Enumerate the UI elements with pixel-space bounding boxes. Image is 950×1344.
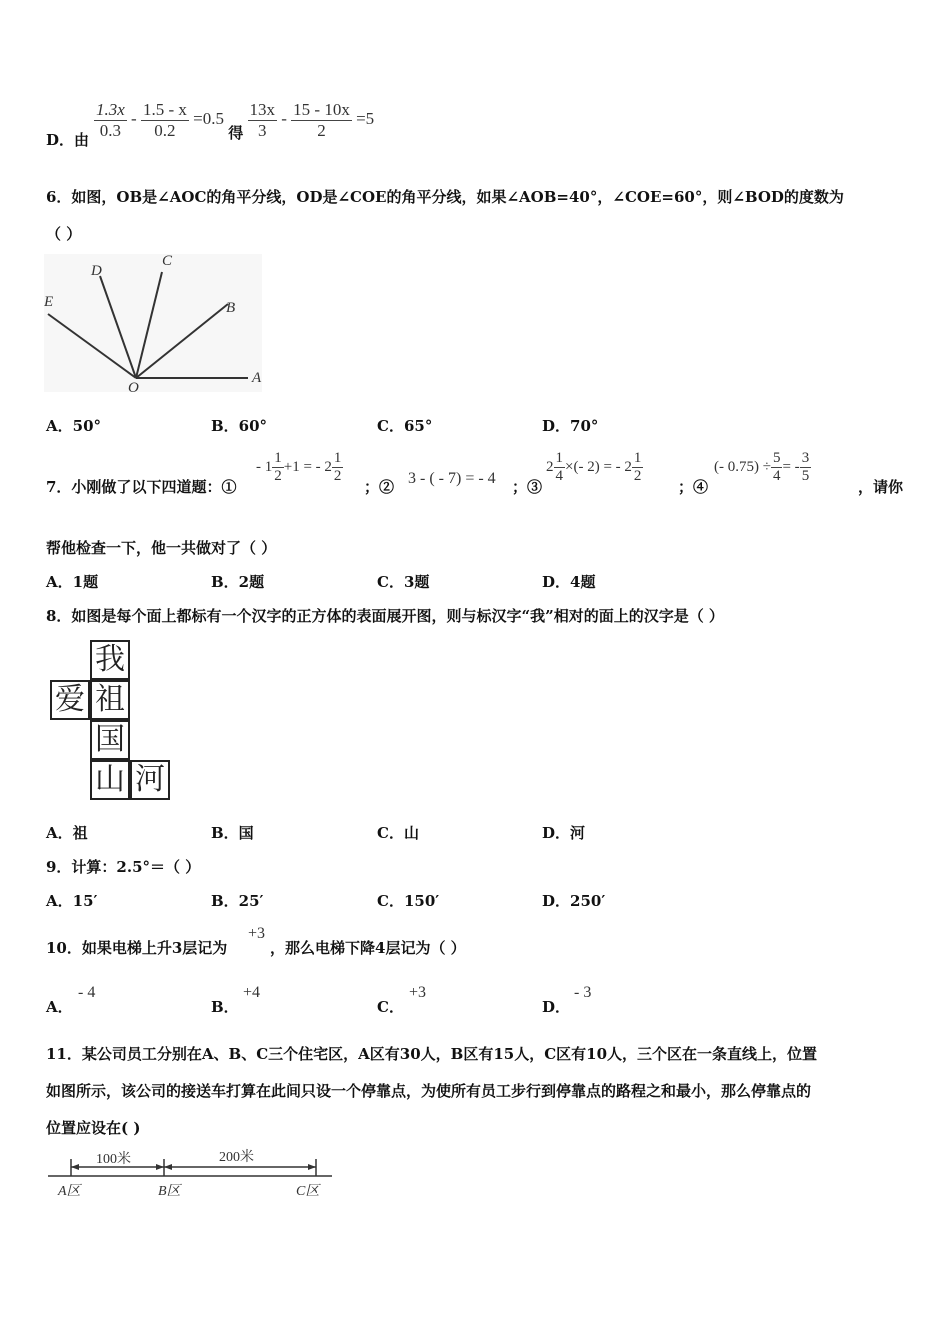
arrow-icon bbox=[164, 1164, 172, 1170]
fraction: $\frac{1}{2}$ bbox=[274, 450, 282, 485]
q7-intro: 7．小刚做了以下四道题：① bbox=[46, 478, 237, 496]
label-a: A bbox=[252, 370, 262, 386]
q11-line2: 如图所示，该公司的接送车打算在此间只设一个停靠点，为使所有员工步行到停靠点的路程之和最小，那么停靠点的 bbox=[46, 1082, 812, 1100]
q6-option-a[interactable]: A．50° bbox=[46, 417, 102, 435]
fraction: $\frac{15 - 10x}{2}$ bbox=[293, 100, 350, 140]
q7-expression-2: 3 - ( - 7) = - 4 bbox=[408, 470, 496, 487]
fraction: $\frac{1.5 - x}{0.2}$ bbox=[142, 100, 187, 140]
q7-option-d[interactable]: D．4题 bbox=[542, 573, 596, 591]
q9-option-b[interactable]: B．25′ bbox=[211, 892, 264, 910]
q11-distance-figure bbox=[44, 1145, 336, 1201]
q8-text: 8．如图是每个面上都标有一个汉字的正方体的表面展开图，则与标汉字“我”相对的面上的汉字是（ ） bbox=[46, 607, 724, 625]
q5-option-d-label: D．由 bbox=[46, 131, 90, 149]
q6-option-d[interactable]: D．70° bbox=[542, 417, 599, 435]
q5-equation: $\frac{1.3x}{0.3}$ - $\frac{1.5 - x}{0.2}$ =0.5 得 $\frac{13x}{3}$ - $\frac{15 - 10x}{2}$ =5 bbox=[96, 100, 375, 142]
q11-line1: 11．某公司员工分别在A、B、C三个住宅区，A区有30人，B区有15人，C区有10人，三个区在一条直线上，位置 bbox=[46, 1045, 818, 1063]
q6-option-c[interactable]: C．65° bbox=[377, 417, 433, 435]
fraction: $\frac{1}{2}$ bbox=[633, 450, 642, 485]
label-c: C bbox=[162, 253, 173, 269]
q8-option-c[interactable]: C．山 bbox=[377, 824, 419, 842]
distance-bc-label: 200米 bbox=[219, 1150, 254, 1165]
label-d: D bbox=[91, 263, 102, 279]
q10-superscript: +3 bbox=[248, 925, 266, 942]
arrow-icon bbox=[71, 1164, 79, 1170]
q7-option-a[interactable]: A．1题 bbox=[46, 573, 99, 591]
cube-face-shan: 山 bbox=[90, 760, 130, 800]
cube-face-guo: 国 bbox=[90, 720, 130, 760]
label-e: E bbox=[44, 294, 54, 310]
q9-option-d[interactable]: D．250′ bbox=[542, 892, 606, 910]
cube-face-he: 河 bbox=[130, 760, 170, 800]
q6-text: 6．如图，OB是∠AOC的角平分线，OD是∠COE的角平分线，如果∠AOB=40°，∠COE=60°，则∠BOD的度数为 bbox=[46, 188, 844, 206]
q7-sep-2: ；③ bbox=[512, 478, 543, 496]
q10-value-a: - 4 bbox=[78, 984, 96, 1001]
cube-net bbox=[50, 640, 174, 802]
q11-line3: 位置应设在( ) bbox=[46, 1119, 141, 1137]
point-b-label: B区 bbox=[158, 1184, 181, 1199]
q10-value-c: +3 bbox=[409, 984, 427, 1001]
point-a-label: A区 bbox=[58, 1184, 81, 1199]
label-b: B bbox=[226, 300, 236, 316]
cube-face-zu: 祖 bbox=[90, 680, 130, 720]
q10-option-d[interactable]: D． - 3 bbox=[542, 984, 592, 1016]
q7-line2: 帮他检查一下，他一共做对了（ ） bbox=[46, 539, 277, 557]
q7-sep-1: ；② bbox=[364, 478, 395, 496]
q10-text-a: 10．如果电梯上升3层记为 bbox=[46, 939, 228, 957]
fraction: $\frac{13x}{3}$ bbox=[249, 100, 275, 140]
q9-option-c[interactable]: C．150′ bbox=[377, 892, 440, 910]
fraction: $\frac{3}{5}$ bbox=[801, 450, 810, 485]
q9-option-a[interactable]: A．15′ bbox=[46, 892, 98, 910]
point-c-label: C区 bbox=[296, 1184, 320, 1199]
q7-option-b[interactable]: B．2题 bbox=[211, 573, 265, 591]
q8-option-d[interactable]: D．河 bbox=[542, 824, 586, 842]
q10-text-b: ，那么电梯下降4层记为（ ） bbox=[270, 939, 466, 957]
q6-paren: （ ） bbox=[46, 225, 82, 243]
q7-sep-3: ；④ bbox=[678, 478, 709, 496]
cube-face-wo: 我 bbox=[90, 640, 130, 680]
figure-background bbox=[44, 254, 262, 392]
arrow-icon bbox=[156, 1164, 164, 1170]
fraction: $\frac{1.3x}{0.3}$ bbox=[96, 100, 125, 140]
distance-ab-label: 100米 bbox=[96, 1152, 131, 1167]
q7-option-c[interactable]: C．3题 bbox=[377, 573, 430, 591]
q7-expression-1: - 1 $\frac{1}{2}$ +1 = - 2 $\frac{1}{2}$ bbox=[256, 450, 342, 485]
q6-angle-figure bbox=[44, 252, 264, 394]
q10-value-b: +4 bbox=[243, 984, 261, 1001]
q10-option-c[interactable]: C． +3 bbox=[377, 984, 427, 1016]
q8-option-a[interactable]: A．祖 bbox=[46, 824, 88, 842]
cube-face-ai: 爱 bbox=[50, 680, 90, 720]
q7-tail: ，请你 bbox=[858, 478, 904, 496]
q9-text: 9．计算：2.5°＝（ ） bbox=[46, 858, 201, 876]
arrow-icon bbox=[308, 1164, 316, 1170]
q7-expression-4: (- 0.75) ÷ $\frac{5}{4}$ = - $\frac{3}{5}$ bbox=[714, 450, 810, 485]
fraction: $\frac{1}{4}$ bbox=[555, 450, 563, 485]
q7-line1 bbox=[46, 448, 906, 498]
q10-option-a[interactable]: A． - 4 bbox=[46, 984, 96, 1016]
q10-value-d: - 3 bbox=[574, 984, 592, 1001]
q10-option-b[interactable]: B． +4 bbox=[211, 984, 261, 1016]
label-o: O bbox=[128, 380, 139, 394]
q8-option-b[interactable]: B．国 bbox=[211, 824, 254, 842]
fraction: $\frac{5}{4}$ bbox=[772, 450, 781, 485]
q6-option-b[interactable]: B．60° bbox=[211, 417, 268, 435]
q7-expression-3: 2 $\frac{1}{4}$ ×(- 2) = - 2 $\frac{1}{2}$ bbox=[546, 450, 642, 485]
fraction: $\frac{1}{2}$ bbox=[333, 450, 342, 485]
